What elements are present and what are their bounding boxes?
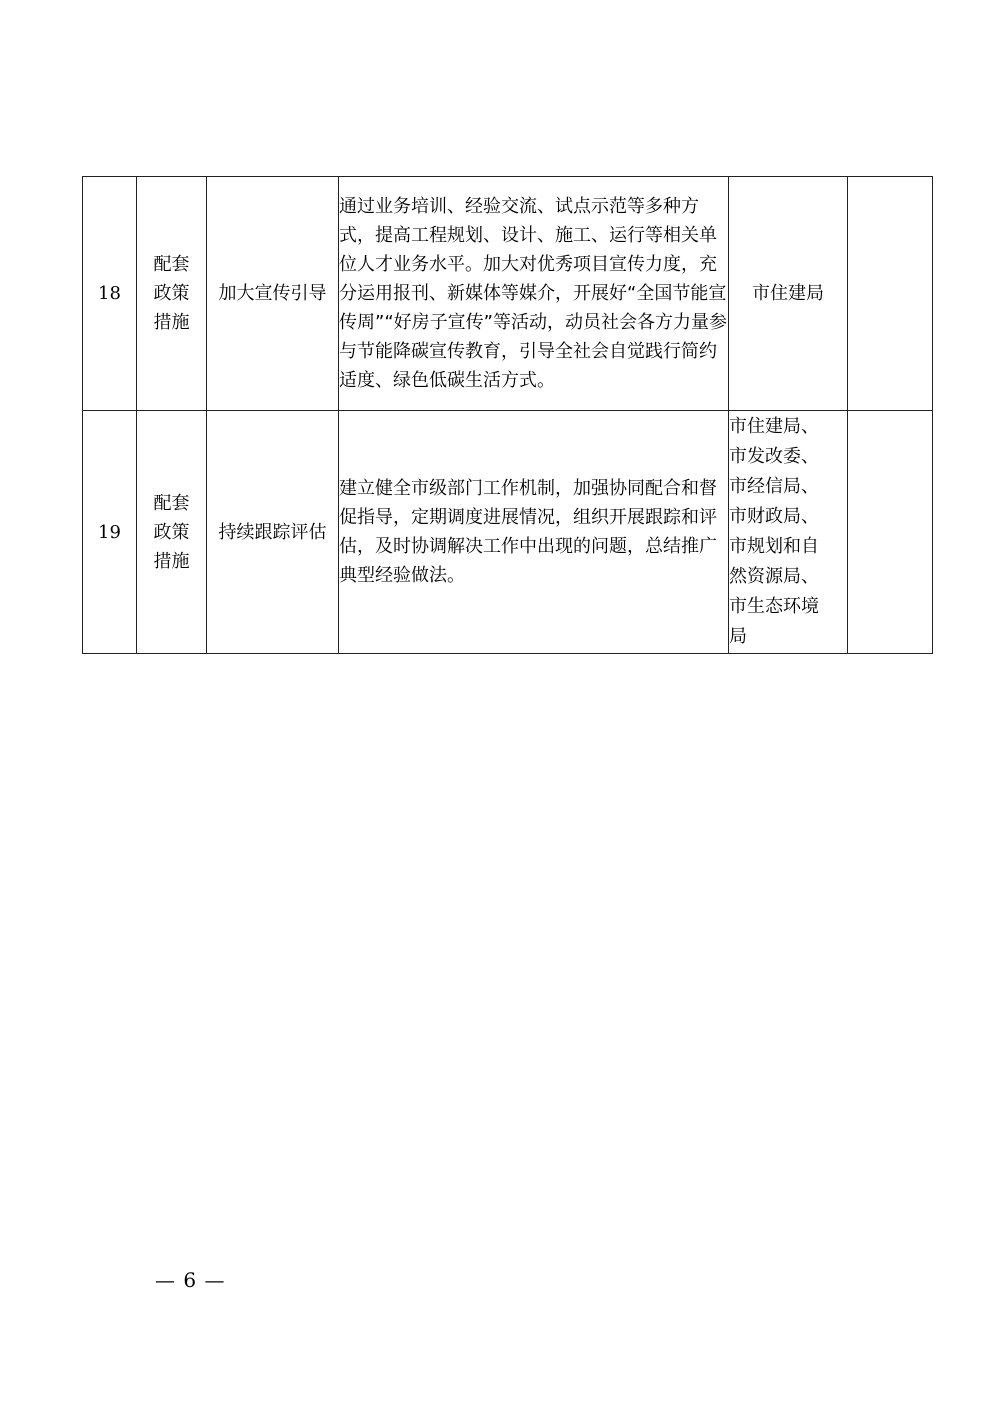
row-category: 配套 政策 措施 xyxy=(137,177,207,411)
table-row xyxy=(83,177,933,411)
row-task: 持续跟踪评估 xyxy=(207,411,339,654)
row-note xyxy=(848,177,933,411)
table-row xyxy=(83,411,933,654)
row-task: 加大宣传引导 xyxy=(207,177,339,411)
page-number: — 6 — xyxy=(155,1268,226,1292)
row-category: 配套 政策 措施 xyxy=(137,411,207,654)
row-department: 市住建局、 市发改委、 市经信局、 市财政局、 市规划和自 然资源局、 市生态环境 局 xyxy=(729,411,848,654)
row-description: 建立健全市级部门工作机制，加强协同配合和督促指导，定期调度进展情况，组织开展跟踪和评估，及时协调解决工作中出现的问题，总结推广典型经验做法。 xyxy=(339,411,729,654)
task-table xyxy=(82,176,933,654)
row-number: 18 xyxy=(83,177,137,411)
row-number: 19 xyxy=(83,411,137,654)
row-department: 市住建局 xyxy=(729,177,848,411)
row-description: 通过业务培训、经验交流、试点示范等多种方式，提高工程规划、设计、施工、运行等相关单位人才业务水平。加大对优秀项目宣传力度，充分运用报刊、新媒体等媒介，开展好“全国节能宣传周”“好房子宣传”等活动，动员社会各方力量参与节能降碳宣传教育，引导全社会自觉践行简约适度、绿色低碳生活方式。 xyxy=(339,177,729,411)
row-note xyxy=(848,411,933,654)
